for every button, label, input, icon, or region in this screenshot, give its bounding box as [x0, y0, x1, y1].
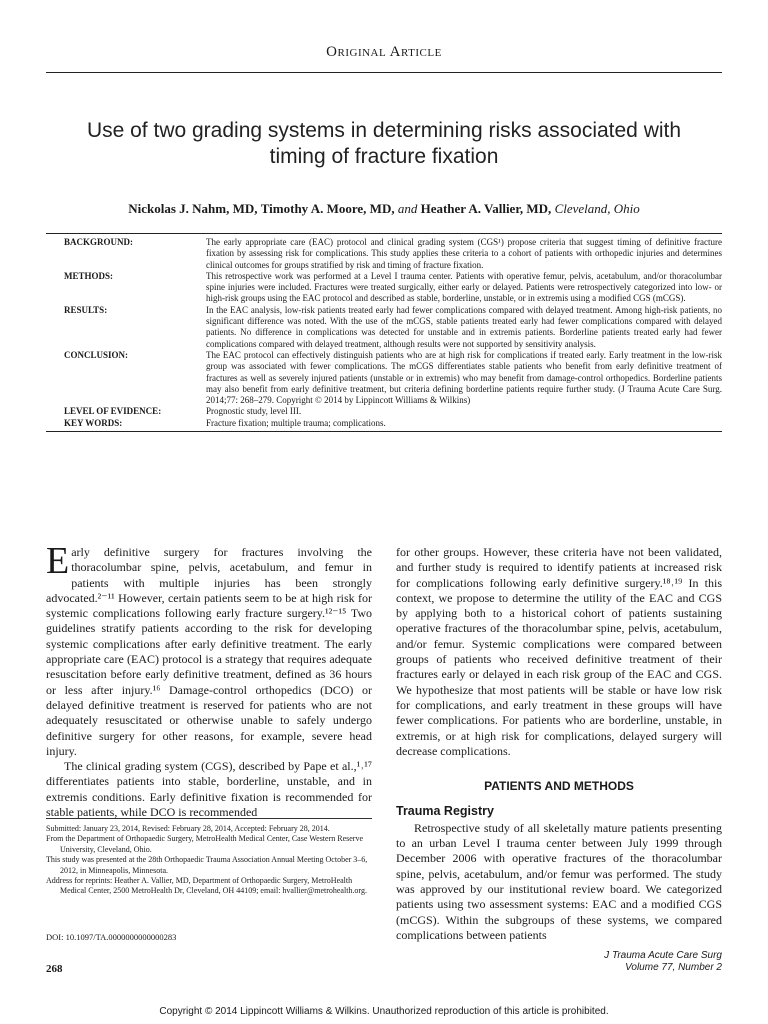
footnote-affiliation: From the Department of Orthopaedic Surgery, MetroHealth Medical Center, Case Western Reserve University, Cleveland, Ohio.: [46, 834, 364, 854]
journal-name: J Trauma Acute Care Surg: [604, 950, 722, 961]
abstract-background: [46, 237, 722, 271]
author-line: [46, 201, 722, 217]
footnotes: [46, 824, 372, 897]
body-paragraph: Retrospective study of all skeletally mature patients presenting to an urban Level I trauma center between July 1999 through December 2006 with operative fractures of the thoracolumbar spine, pelvis, acetabulum, and/or femur was performed. The study was approved by our institutional review board. We categorized patients using two assessment systems: EAC and a modified CGS (mCGS). Within the subgroups of these systems, we compared complications between patients: [396, 820, 722, 942]
page-number: 268: [46, 963, 63, 975]
doi: DOI: 10.1097/TA.0000000000000283: [46, 932, 177, 942]
abstract-conclusion: [46, 350, 722, 406]
abstract-label: KEY WORDS:: [64, 417, 123, 428]
abstract-text: This retrospective work was performed at a Level I trauma center. Patients with operative femur, pelvis, acetabulum, and/or thoracolumbar spine injuries were included. Fractures were treated surgically, either early or delayed. Patients were retrospectively categorized into low- or high-risk groups using the EAC protocol and described as stable, borderline, unstable, or in extremis using a modified CGS (mCGS).: [206, 270, 722, 304]
journal-info: [500, 950, 722, 974]
abstract-label: RESULTS:: [64, 304, 108, 315]
abstract-text: Prognostic study, level III.: [206, 406, 302, 417]
author-name: Heather A. Vallier, MD,: [420, 201, 552, 216]
copyright-notice: Copyright © 2014 Lippincott Williams & Wilkins. Unauthorized reproduction of this article is prohibited.: [159, 1006, 609, 1017]
author-name: Nickolas J. Nahm, MD,: [128, 201, 258, 216]
author-location: Cleveland, Ohio: [554, 201, 640, 216]
abstract-results: [46, 305, 722, 350]
footnote-presented: This study was presented at the 28th Orthopaedic Trauma Association Annual Meeting October 3–6, 2012, in Minneapolis, Minnesota.: [46, 855, 368, 875]
body-paragraph: The clinical grading system (CGS), described by Pape et al.,¹˒¹⁷ differentiates patients into stable, borderline, unstable, and in extremis conditions. Early definitive fixation is recommended for stable patients, while DCO is recommended: [46, 759, 372, 820]
journal-volume: Volume 77, Number 2: [625, 962, 722, 973]
paragraph-text: arly definitive surgery for fractures involving the thoracolumbar spine, pelvis, acetabulum, and femur in patients with multiple injuries has been strongly advocated.²⁻¹¹ However, certain patients seem to be at high risk for systemic complications following early fracture surgery.¹²⁻¹⁵ Two guidelines stratify patients according to the risk for developing systemic complications after early definitive treatment. The early appropriate care (EAC) protocol is a strategy that requires adequate resuscitation before early definitive treatment, defined as 36 hours or less after injury.¹⁶ Damage-control orthopedics (DCO) or delayed definitive treatment is reserved for patients who are not adequately resuscitated or otherwise unable to safely undergo definitive surgery for other reasons, for example, severe head injury.: [46, 545, 372, 758]
footnote-submitted: Submitted: January 23, 2014, Revised: February 28, 2014, Accepted: February 28, 2014.: [46, 824, 330, 833]
abstract-box: [46, 233, 722, 432]
author-name: Timothy A. Moore, MD,: [260, 201, 395, 216]
section-rule: [46, 72, 722, 73]
abstract-text: In the EAC analysis, low-risk patients treated early had fewer complications compared with delayed treatment. Among high-risk patients, no significant difference was noted. With the use of the mCGS, stable patients treated early had fewer complications compared with delayed patients. No difference in complications was detected for unstable and in extremis patients. Borderline patients treated early had fewer complications compared with delayed treatment, although results were not supported by sensitivity analysis.: [206, 304, 722, 349]
drop-cap: E: [46, 540, 70, 582]
abstract-text: Fracture fixation; multiple trauma; complications.: [206, 417, 386, 428]
footnote-rule: [46, 818, 372, 819]
section-heading: PATIENTS AND METHODS: [484, 779, 634, 794]
abstract-label: METHODS:: [64, 270, 114, 281]
subsection-heading: Trauma Registry: [396, 804, 494, 819]
article-title: Use of two grading systems in determining risks associated with timing of fracture fixation: [86, 119, 682, 168]
abstract-text: The early appropriate care (EAC) protocol and clinical grading system (CGS¹) propose criteria that suggest timing of definitive fracture fixation by assessing risk for complications. This study applies these criteria to a cohort of patients with orthopedic injuries and determines clinical outcomes for groups stratified by risk and timing of fracture fixation.: [206, 237, 722, 270]
footnote-address: Address for reprints: Heather A. Vallier, MD, Department of Orthopaedic Surgery, MetroHealth Medical Center, 2500 MetroHealth Dr, Cleveland, OH 44109; email: hvallier@metrohealth.org.: [46, 876, 367, 896]
abstract-methods: [46, 271, 722, 305]
abstract-evidence: [46, 406, 722, 417]
abstract-label: CONCLUSION:: [64, 349, 129, 360]
body-column-left: [46, 540, 372, 820]
abstract-keywords: [46, 418, 722, 429]
abstract-text: The EAC protocol can effectively distinguish patients who are at high risk for complications if treated early. Early treatment in the low-risk group was associated with fewer complications. The mCGS differentiates stable patients who benefit from early definitive treatment of fractures as well as severely injured patients (unstable or in extremis) who may benefit from damage-control orthopedics. Borderline patients may also benefit from early definitive treatment, but criteria defining borderline patients require further study. (J Trauma Acute Care Surg. 2014;77: 268–279. Copyright © 2014 by Lippincott Williams & Wilkins): [206, 349, 722, 406]
body-paragraph: for other groups. However, these criteria have not been validated, and further study is required to identify patients at increased risk for complications following early definitive surgery.¹⁸˒¹⁹ In this context, we propose to determine the utility of the EAC and CGS by applying both to a historical cohort of patients sustaining operative fractures of the thoracolumbar spine, pelvis, acetabulum, and/or femur. Systemic complications were compared between groups of patients who received definitive treatment of their fractures early or delayed in each risk group of the EAC and CGS. We hypothesize that most patients will be stable or have low risk for complications, and early treatment in these groups will have fewer complications. For patients who are borderline, unstable, in extremis, or at high risk for complications, delayed surgery will decrease complications.: [396, 545, 722, 758]
body-column-right: [396, 545, 722, 943]
abstract-label: LEVEL OF EVIDENCE:: [64, 406, 162, 417]
abstract-label: BACKGROUND:: [64, 237, 133, 247]
and-conjunction: and: [397, 201, 418, 216]
body-paragraph: [46, 540, 372, 759]
section-label: Original Article: [326, 44, 442, 60]
